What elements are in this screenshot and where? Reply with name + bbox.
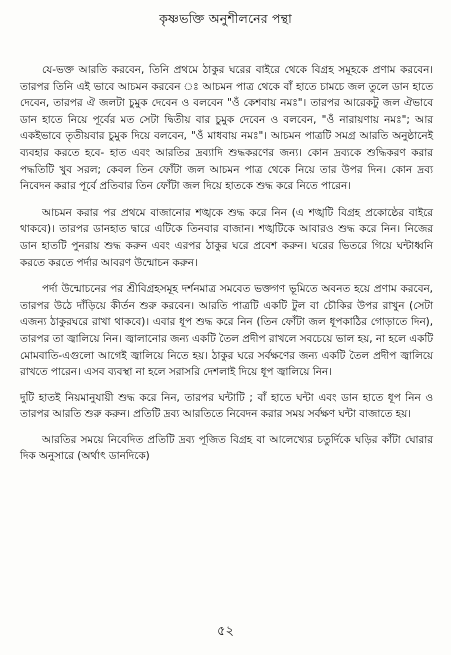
paragraph-hands-bell: দুটি হাতই নিয়মানুযায়ী শুদ্ধ করে নিন, তারপর ঘন্টাটি ; বাঁ হাতে ঘন্টা এবং ডান হাতে ধূপ নিন ও তারপর আরতি শুরু করুন। প্রতিটি দ্রব্য আরতিতে নিবেদন করার সময় সর্বক্ষণ ঘন্টা বাজাতে হয়।: [20, 391, 433, 421]
page-body: [20, 62, 433, 465]
running-header: কৃষ্ণভক্তি অনুশীলনের পন্থা: [159, 11, 292, 26]
paragraph-aachaman: যে-ভক্ত আরতি করবেন, তিনি প্রথমে ঠাকুর ঘরের বাইরে থেকে বিগ্রহ সমূহকে প্রণাম করবেন। তারপর তিনি এই ভাবে আচমন করবেন ঃ আচমন পাত্র থেকে বাঁ হাতে চামচে জল তুলে ডান হাতে দেবেন, তারপর ঐ জলটা চুমুক দেবেন ও বলবেন "ওঁ কেশবায় নমঃ"। তারপর আরেকটু জল ঐভাবে ডান হাতে নিয়ে পূর্বের মত সেটা দ্বিতীয় বার চুমুক দেবেন ও বলবেন, "ওঁ নারায়ণায় নমঃ"; আর একইভাবে তৃতীয়বার চুমুক দিয়ে বলবেন, "ওঁ মাধবায় নমঃ"। আচমন পাত্রটি সমগ্র আরতি অনুষ্ঠানেই ব্যবহার করতে হবে- হাত এবং আরতির দ্রব্যাদি শুদ্ধকরণের জন্য। কোন দ্রব্যকে শুদ্ধিকরণ করার পদ্ধতিটি খুব সরল; কেবল তিন ফোঁটা জল আচমন পাত্র থেকে নিয়ে তার উপর দিন। কোন দ্রব্য নিবেদন করার পূর্বে প্রতিবার তিন ফোঁটা জল দিয়ে হাতকে শুদ্ধ করে নিতে পারেন।: [20, 64, 433, 193]
paragraph-gap: [20, 423, 433, 432]
paragraph-offering: আরতির সময়ে নিবেদিত প্রতিটি দ্রব্য পূজিত বিগ্রহ বা আলেখ্যের চতুর্দিকে ঘড়ির কাঁটা ঘোরার দিক অনুসারে (অর্থাৎ ডানদিকে): [20, 433, 433, 463]
page-number: ৫২: [217, 624, 234, 639]
paragraph-curtain: পর্দা উন্মোচনের পর শ্রীবিগ্রহসমূহ দর্শনমাত্র সমবেত ভক্তগণ ভূমিতে অবনত হয়ে প্রণাম করবেন, তারপর উঠে দাঁড়িয়ে কীর্তন শুরু করবেন। আরতি পাত্রটি একটি টুল বা চৌকির উপর রাখুন (সেটা এজন্য ঠাকুরঘরে রাখা থাকবে)। এবার ধূপ শুদ্ধ করে নিন (তিন ফোঁটা জল ধূপকাঠির গোড়াতে দিন), তারপর তা জ্বালিয়ে নিন। জ্বালানোর জন্য একটি তৈল প্রদীপ রাখলে সবচেয়ে ভাল হয়, না হলে একটি মোমবাতি-এগুলো আগেই জ্বালিয়ে নিতে হয়। ঠাকুর ঘরে সর্বক্ষণের জন্য একটি তৈল প্রদীপ জ্বালিয়ে রাখতে পারেন। এসব ব্যবস্থা না হলে সরাসরি দেশলাই দিয়ে ধূপ জ্বালিয়ে নিন।: [20, 283, 433, 379]
paragraph-conch: আচমন করার পর প্রথমে বাজানোর শঙ্খকে শুদ্ধ করে নিন (এ শঙ্খটি বিগ্রহ প্রকোষ্ঠের বাইরে থাকবে)। তারপর ডানহাত দ্বারে এটিকে তিনবার বাজান। শঙ্খটিকে আবারও শুদ্ধ করে নিন। নিজের ডান হাতটি পুনরায় শুদ্ধ করুন এবং এরপর ঠাকুর ঘরে প্রবেশ করুন। ঘরের ভিতরে গিয়ে ঘন্টাধ্বনি করতে করতে পর্দার আবরণ উন্মোচন করুন।: [20, 206, 433, 269]
paragraph-gap: [20, 195, 433, 205]
paragraph-gap: [20, 271, 433, 281]
paragraph-gap: [20, 381, 433, 390]
